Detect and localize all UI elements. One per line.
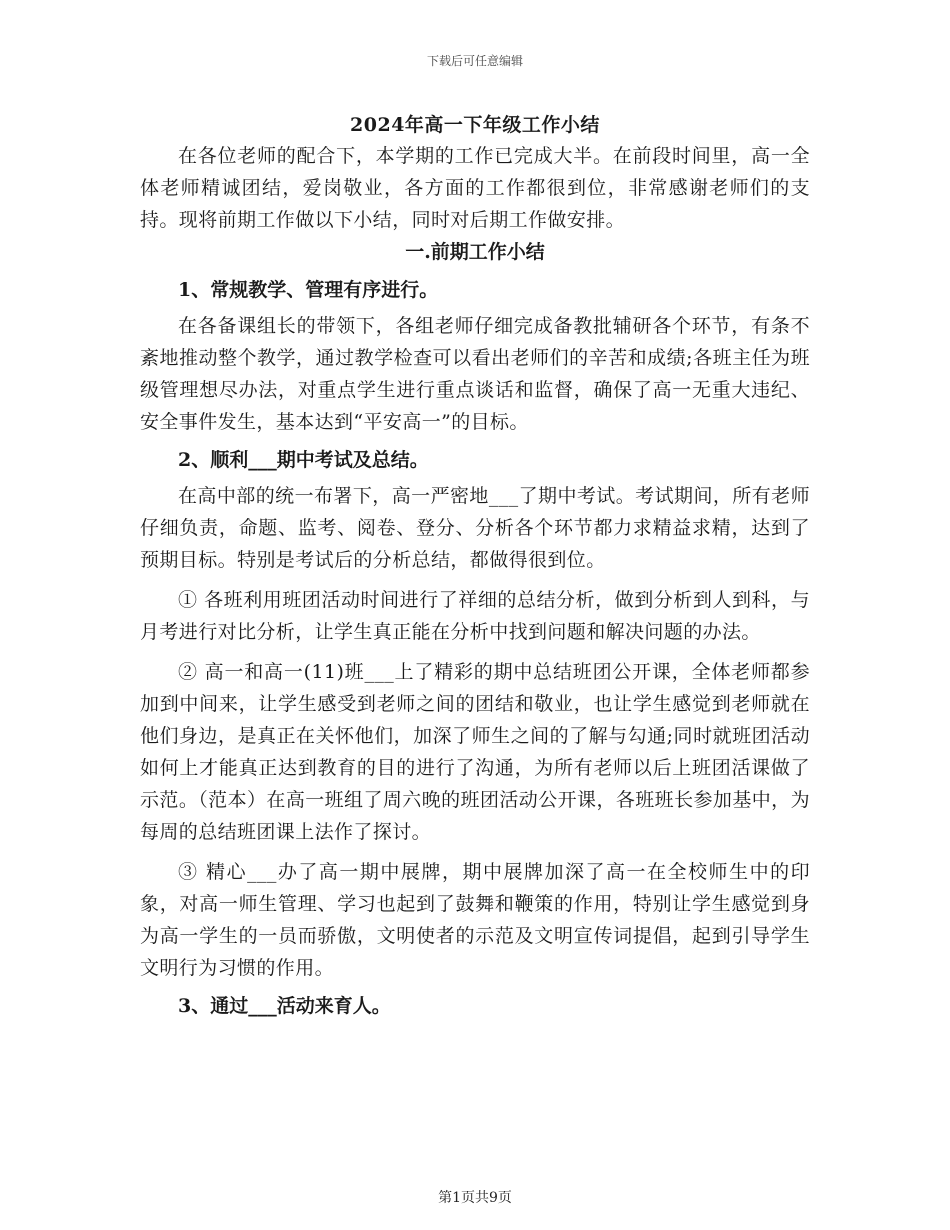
list-item-2: ② 高一和高一(11)班___上了精彩的期中总结班团公开课，全体老师都参加到中间来，让学生感受到老师之间的团结和敬业，也让学生感觉到老师就在他们身边，是真正在关怀他们，加深了师生之间的了解与勾通;同时就班团活动如何上才能真正达到教育的目的进行了沟通，为所有老师以后上班团活课做了示范。（范本）在高一班组了周六晚的班团活动公开课，各班班长参加基中，为每周的总结班团课上法作了探讨。 xyxy=(140,661,810,843)
subheading-2: 2、顺利___期中考试及总结。 xyxy=(178,449,429,471)
list-item-1: ① 各班利用班团活动时间进行了祥细的总结分析，做到分析到人到科，与月考进行对比分析，让学生真正能在分析中找到问题和解决问题的办法。 xyxy=(140,589,810,643)
page-footer: 第1页共9页 xyxy=(438,1190,512,1206)
subheading-3: 3、通过___活动来育人。 xyxy=(178,995,391,1017)
list-item-3: ③ 精心___办了高一期中展牌，期中展牌加深了高一在全校师生中的印象，对高一师生管理、学习也起到了鼓舞和鞭策的作用，特别让学生感觉到身为高一学生的一员而骄傲，文明使者的示范及文明宣传词提倡，起到引导学生文明行为习惯的作用。 xyxy=(140,861,810,979)
document-body xyxy=(140,140,810,1026)
subheading-1: 1、常规教学、管理有序进行。 xyxy=(178,279,439,301)
document-title: 2024年高一下年级工作小结 xyxy=(350,114,600,136)
section-heading-1: 一.前期工作小结 xyxy=(405,241,545,263)
intro-paragraph: 在各位老师的配合下，本学期的工作已完成大半。在前段时间里，高一全体老师精诚团结，爱岗敬业，各方面的工作都很到位，非常感谢老师们的支持。现将前期工作做以下小结，同时对后期工作做安排。 xyxy=(140,145,810,231)
paragraph-2: 在高中部的统一布署下，高一严密地___了期中考试。考试期间，所有老师仔细负责，命题、监考、阅卷、登分、分析各个环节都力求精益求精，达到了预期目标。特别是考试后的分析总结，都做得很到位。 xyxy=(140,485,810,571)
header-note: 下载后可任意编辑 xyxy=(426,54,523,68)
paragraph-1: 在各备课组长的带领下，各组老师仔细完成备教批辅研各个环节，有条不紊地推动整个教学，通过教学检查可以看出老师们的辛苦和成绩;各班主任为班级管理想尽办法，对重点学生进行重点谈话和监督，确保了高一无重大违纪、安全事件发生，基本达到“平安高一”的目标。 xyxy=(140,315,810,433)
